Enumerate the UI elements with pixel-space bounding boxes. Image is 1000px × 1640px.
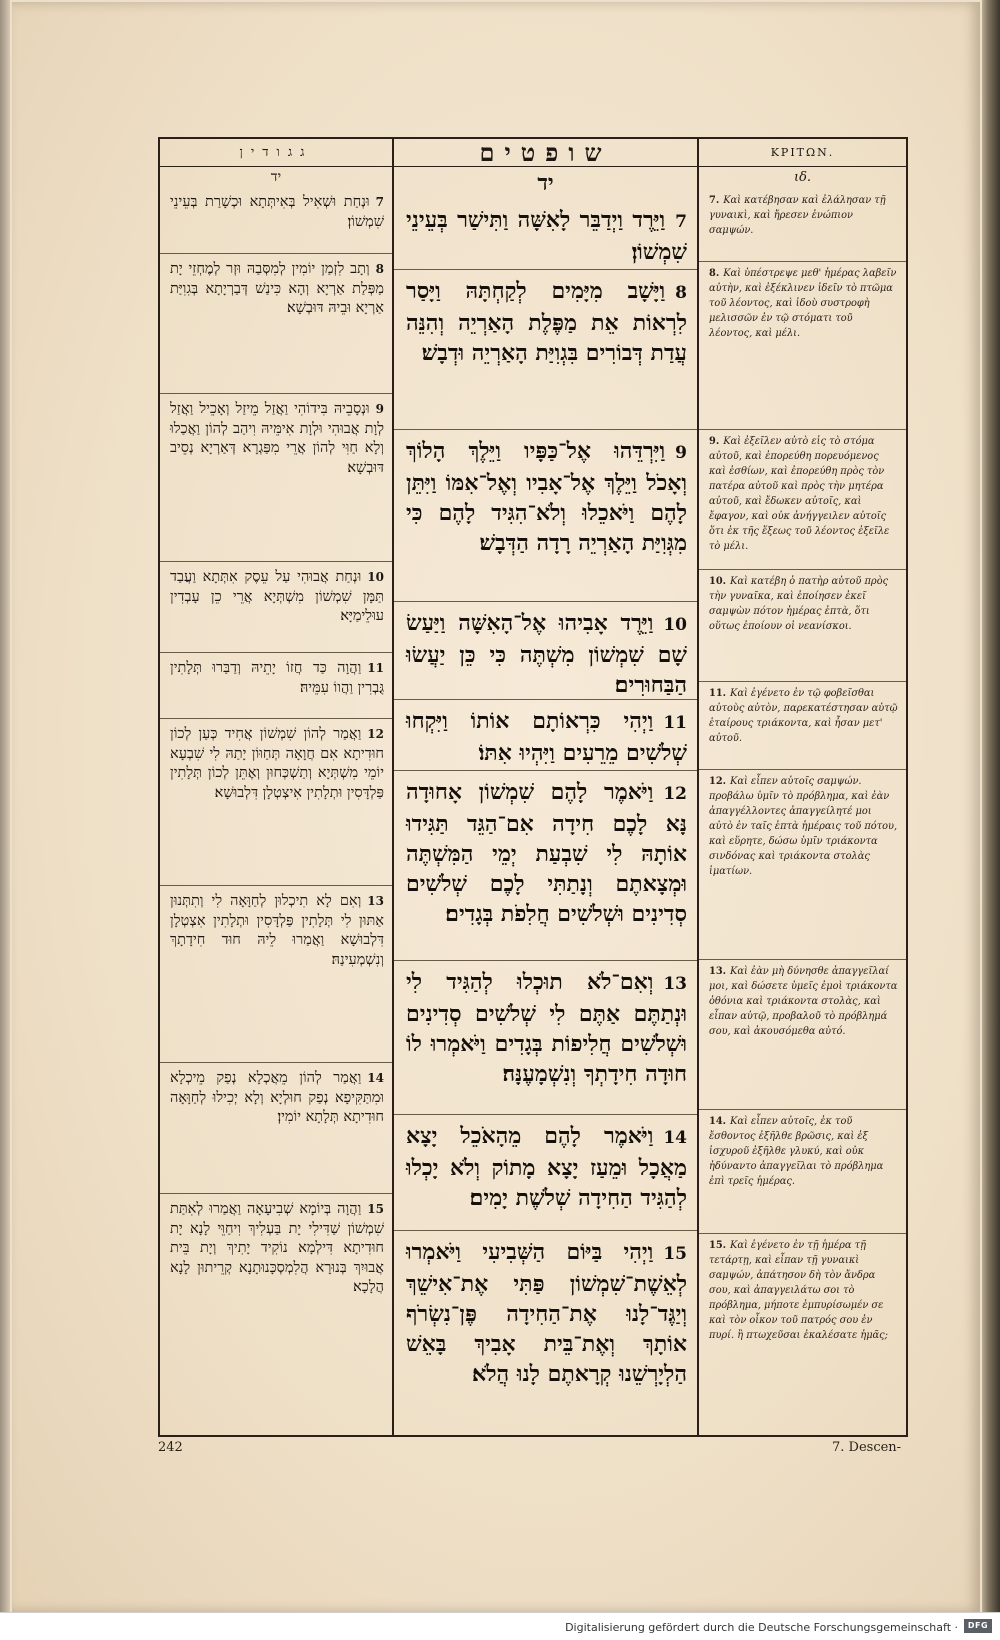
verse-number: 9. [709, 436, 720, 447]
book-page [12, 2, 980, 1612]
verse-number: 12 [367, 727, 384, 741]
verse-text: וּנְחַת וּשְׁאִיל בְּאִיתְּתָא וּכְשָׁרַת בְּעֵינֵי שִׁמְשׁוֹן׃ [170, 194, 384, 230]
verse-number: 10. [709, 576, 727, 587]
verse-text: וַהֲוָה כַּד חֲזוֹ יָתֵיהּ וְדַבַּרוּ תְּלָתִין גֻּבְרִין וַהֲווֹ עִמֵּיהּ׃ [170, 660, 384, 696]
verse-number: 13. [709, 966, 727, 977]
verse-text: וְאִם־לֹא תוּכְלוּ לְהַגִּיד לִי וּנְתַתֶּם אַתֶּם לִי שְׁלֹשִׁים סְדִינִים וּשְׁלֹשִׁים חֲלִיפוֹת בְּגָדִים וַיֹּאמְרוּ לוֹ חוּדָה חִידָתְךָ וְנִשְׁמָעֶנָּה׃ [406, 969, 687, 1087]
verse-number: 10 [367, 570, 384, 584]
targum-column-title: גגודין [239, 145, 313, 160]
targum-verse [160, 253, 392, 393]
verse-text: וַיְהִי כִּרְאוֹתָם אוֹתוֹ וַיִּקְחוּ שְׁלֹשִׁים מֵרֵעִים וַיִּהְיוּ אִתּוֹ׃ [406, 708, 687, 766]
verse-text: וְאִם לָא תִיכְלוּן לְחַוָּאָה לִי וְתִתְּנוּן אַתּוּן לִי תְּלָתִין פַּלְדָּסִין וּתְלָתִין אִצְטְלָן דִּלְבוּשָׁא וַאֲמַרוּ לֵיהּ חוּד חִידָתָךְ וְנִשְׁמְעִינַהּ׃ [170, 893, 384, 968]
hebrew-verse [394, 269, 697, 429]
greek-verse [699, 569, 906, 681]
verse-text: Καὶ ὑπέστρεψε μεθ' ἡμέρας λαβεῖν αὐτὴν, καὶ ἐξέκλινεν ἰδεῖν τὸ πτῶμα τοῦ λέοντος, καὶ ἰδοὺ συστροφὴ μελισσῶν ἐν τῷ στόματι τοῦ λέοντος, καὶ μέλι. [709, 268, 897, 339]
hebrew-chapter-number: יד [537, 170, 554, 196]
targum-chapter-number: יד [270, 169, 282, 185]
verse-number: 11 [367, 661, 384, 675]
verse-text: Καὶ ἐξεῖλεν αὐτὸ εἰς τὸ στόμα αὐτοῦ, καὶ ἐπορεύθη πορευόμενος καὶ ἐσθίων, καὶ ἐπορεύθη πρὸς τὸν πατέρα αὐτοῦ καὶ πρὸς τὴν μητέρα αὐτοῦ, καὶ ἔδωκεν αὐτοῖς, καὶ ἔφαγον, καὶ οὐκ ἀνήγγειλεν αὐτοῖς ὅτι ἐκ τῆς ἕξεως τοῦ λέοντος ἐξεῖλε τὸ μέλι. [709, 436, 890, 552]
targum-verse [160, 393, 392, 561]
verse-text: וַהֲוָה בְּיוֹמָא שְׁבִיעָאָה וַאֲמַרוּ לְאִתַּת שִׁמְשׁוֹן שַׁדִּילִי יָת בַּעְלִיךְ וִיחַוֵּי לָנָא יָת חוּדִיתָא דִּילְמָא נוֹקִיד יָתִיךְ וְיָת בֵּית אֲבוּיִךְ בְּנוּרָא הֲלִמְסְכָּנוּתָנָא קְרֵיתוּן לָנָא הֲלָכָא׃ [170, 1201, 384, 1295]
verse-text: Καὶ ἐγένετο ἐν τῇ ἡμέρα τῇ τετάρτῃ, καὶ εἶπαν τῇ γυναικὶ σαμψών, ἀπάτησον δὴ τὸν ἄνδρα σου, καὶ ἀπαγγειλάτω σοι τὸ πρόβλημα, μήποτε ἐμπυρίσωμέν σε καὶ τὸν οἶκον τοῦ πατρός σου ἐν πυρί. ἢ πτωχεῦσαι ἐκαλέσατε ἡμᾶς; [709, 1240, 888, 1341]
hebrew-verse [394, 601, 697, 699]
greek-verse [699, 1109, 906, 1233]
verse-number: 8. [709, 268, 720, 279]
greek-verse [699, 261, 906, 429]
hebrew-verse [394, 770, 697, 960]
verse-number: 11. [709, 688, 727, 699]
targum-column [160, 139, 392, 1435]
verse-number: 11 [663, 713, 687, 733]
hebrew-column [394, 139, 697, 1435]
targum-verse [160, 1193, 392, 1370]
verse-text: וַיֵּרֶד וַיְדַבֵּר לָאִשָּׁה וַתִּישַׁר בְּעֵינֵי שִׁמְשׁוֹן׃ [406, 207, 687, 265]
verse-number: 7. [709, 195, 720, 206]
verse-text: Καὶ εἶπεν αὐτοῖς, ἐκ τοῦ ἔσθοντος ἐξῆλθε βρῶσις, καὶ ἐξ ἰσχυροῦ ἐξῆλθε γλυκύ, καὶ οὐκ ἠδύναντο ἀπαγγεῖλαι τὸ πρόβλημα ἐπὶ τρεῖς ἡμέρας. [709, 1116, 884, 1187]
hebrew-verse [394, 429, 697, 601]
greek-chapter-number: ιδ. [793, 170, 812, 185]
hebrew-verse [394, 960, 697, 1114]
greek-verse [699, 769, 906, 959]
greek-verses [699, 189, 906, 1413]
targum-verse [160, 718, 392, 885]
verse-number: 15. [709, 1240, 727, 1251]
verse-text: Καὶ κατέβη ὁ πατὴρ αὐτοῦ πρὸς τὴν γυναῖκα, καὶ ἐποίησεν ἐκεῖ σαμψὼν πότον ἡμέρας ἑπτὰ, ὅτι οὕτως ἐποίουν οἱ νεανίσκοι. [709, 576, 889, 632]
targum-verse [160, 561, 392, 652]
verse-text: וַיֹּאמֶר לָהֶם שִׁמְשׁוֹן אָחוּדָה נָּא לָכֶם חִידָה אִם־הַגֵּד תַּגִּידוּ אוֹתָהּ לִי שִׁבְעַת יְמֵי הַמִּשְׁתֶּה וּמְצָאתֶם וְנָתַתִּי לָכֶם שְׁלֹשִׁים סְדִינִים וּשְׁלֹשִׁים חֲלִפֹת בְּגָדִים׃ [406, 779, 687, 927]
verse-number: 9 [675, 443, 687, 463]
verse-number: 12 [663, 784, 687, 804]
greek-column [699, 139, 906, 1435]
verse-text: וְתָב לִזְמַן יוֹמִין לְמִסְּבַהּ וּזְר לְמֶחְזֵי יָת מַפְּלַת אַרְיָא וְהָא כִּינַשׁ דְּבַרְיָתָא בְּגִוִיַּת אַרְיָא וּבֵיהּ דּוּבְשָׁא׃ [170, 261, 384, 316]
verse-number: 14 [663, 1128, 687, 1148]
hebrew-column-title: שופטים [479, 139, 612, 167]
verse-text: וַאֲמַר לְהוֹן מֵאֲכְלָא נְפַק מֵיכְלָא וּמִתַּקִּיפָא נְפַק חוּלְיָא וְלָא יְכִילוּ לְחַוָּאָה חוּדִיתָא תְּלָתָא יוֹמִין׃ [170, 1070, 384, 1125]
hebrew-verse [394, 1230, 697, 1416]
hebrew-verse [394, 1114, 697, 1230]
greek-column-title: ΚΡΙΤΩΝ. [770, 146, 835, 159]
catchword: 7. Descen- [832, 1440, 902, 1455]
hebrew-verses [394, 199, 697, 1416]
verse-number: 7 [675, 212, 687, 232]
verse-number: 10 [663, 615, 687, 635]
targum-verse [160, 1062, 392, 1193]
verse-number: 8 [675, 283, 687, 303]
verse-number: 15 [663, 1244, 687, 1264]
targum-verse [160, 652, 392, 718]
digitization-footer [0, 1612, 1000, 1640]
hebrew-verse [394, 699, 697, 770]
page-stack-edge [982, 0, 1000, 1639]
verse-number: 14 [367, 1071, 384, 1085]
verse-text: וַיָּשָׁב מִיָּמִים לְקַחְתָּהּ וַיָּסַר לִרְאוֹת אֵת מַפֶּלֶת הָאַרְיֵה וְהִנֵּה עֲדַת דְּבוֹרִים בִּגְוִיַּת הָאַרְיֵה וּדְבָשׁ׃ [406, 278, 687, 366]
verse-number: 7 [375, 195, 384, 209]
targum-verses [160, 187, 392, 1370]
verse-number: 14. [709, 1116, 727, 1127]
greek-verse [699, 681, 906, 769]
greek-verse [699, 959, 906, 1109]
verse-text: וַיְהִי בַּיּוֹם הַשְּׁבִיעִי וַיֹּאמְרוּ לְאֵשֶׁת־שִׁמְשׁוֹן פַּתִּי אֶת־אִישֵׁךְ וְיַגֶּד־לָנוּ אֶת־הַחִידָה פֶּן־נִשְׂרֹף אוֹתָךְ וְאֶת־בֵּית אָבִיךְ בָּאֵשׁ הַלְיָרְשֵׁנוּ קְרָאתֶם לָנוּ הֲלֹא׃ [406, 1239, 687, 1387]
targum-verse [160, 885, 392, 1062]
verse-number: 9 [375, 402, 384, 416]
funding-credit: Digitalisierung gefördert durch die Deutsche Forschungsgemeinschaft · [565, 1621, 958, 1634]
targum-verse [160, 187, 392, 253]
verse-number: 13 [663, 974, 687, 994]
verse-number: 13 [367, 894, 384, 908]
greek-verse [699, 1233, 906, 1413]
verse-text: וַאֲמַר לְהוֹן שִׁמְשׁוֹן אֲחִיד כְּעַן לְכוֹן חוּדִיתָא אִם חֲוָאָה תְּחַוּוֹן יָתַהּ לִי שִׁבְעָא יוֹמֵי מִשְׁתְּיָא וְתַשְׁכְּחוּן וְאֶתֵּן לְכוֹן תְּלָתִין פַּלְדָּסִין וּתְלָתִין אִיצְטְלָן דִּלְבוּשָׁא׃ [170, 726, 384, 801]
verse-text: וַיֵּרֶד אָבִיהוּ אֶל־הָאִשָּׁה וַיַּעַשׂ שָׁם שִׁמְשׁוֹן מִשְׁתֶּה כִּי כֵּן יַעֲשׂוּ הַבַּחוּרִים׃ [406, 610, 687, 698]
verse-number: 12. [709, 776, 727, 787]
verse-text: Καὶ ἐὰν μὴ δύνησθε ἀπαγγεῖλαί μοι, καὶ δώσετε ὑμεῖς ἐμοὶ τριάκοντα ὀθόνια καὶ τριάκοντα στολὰς, καὶ εἶπαν αὐτῷ, προβαλοῦ τὸ πρόβλημά σου, καὶ ἀκουσόμεθα αὐτό. [709, 966, 898, 1037]
verse-number: 8 [375, 262, 384, 276]
column-frame [158, 137, 908, 1437]
verse-text: Καὶ εἶπεν αὐτοῖς σαμψών. προβάλω ὑμῖν τὸ πρόβλημα, καὶ ἐὰν ἀπαγγέλλοντες ἀπαγγείλητέ μοι αὐτὸ ἐν ταῖς ἑπτὰ ἡμέραις τοῦ πότου, καὶ εὕρητε, δώσω ὑμῖν τριάκοντα σινδόνας καὶ τριάκοντα στολὰς ἱματίων. [709, 776, 898, 877]
verse-text: Καὶ κατέβησαν καὶ ἐλάλησαν τῇ γυναικὶ, καὶ ἤρεσεν ἐνώπιον σαμψών. [709, 195, 886, 236]
verse-text: וּנְסָבֵיהּ בִּידוֹהִי וַאֲזַל מֵיזַל וְאָכֵיל וַאֲזַל לְוָת אֲבוּהִי וּלְוָת אִימֵּיהּ וִיהַב לְהוֹן וַאֲכַלוּ וְלָא חַוִּי לְהוֹן אֲרֵי מִפַּגְרָא דְּאַרְיָא נְסֵיב דּוּבְשָׁא׃ [170, 401, 384, 476]
dfg-logo: DFG [964, 1619, 992, 1633]
greek-verse [699, 189, 906, 261]
verse-text: Καὶ ἐγένετο ἐν τῷ φοβεῖσθαι αὐτοὺς αὐτὸν, παρεκατέστησαν αὐτῷ ἑταίρους τριάκοντα, καὶ ἦσαν μετ' αὐτοῦ. [709, 688, 898, 744]
verse-text: וַיֹּאמֶר לָהֶם מֵהָאֹכֵל יָצָא מַאֲכָל וּמֵעַז יָצָא מָתוֹק וְלֹא יָכְלוּ לְהַגִּיד הַחִידָה שְׁלֹשֶׁת יָמִים׃ [406, 1123, 687, 1211]
verse-text: וַיִּרְדֵּהוּ אֶל־כַּפָּיו וַיֵּלֶךְ הָלוֹךְ וְאָכֹל וַיֵּלֶךְ אֶל־אָבִיו וְאֶל־אִמּוֹ וַיִּתֵּן לָהֶם וַיֹּאכֵלוּ וְלֹא־הִגִּיד לָהֶם כִּי מִגְּוִיַּת הָאַרְיֵה רָדָה הַדְּבָשׁ׃ [406, 438, 687, 556]
book-spine-edge [0, 0, 10, 1639]
page-number: 242 [158, 1440, 183, 1455]
verse-number: 15 [367, 1202, 384, 1216]
verse-text: וּנְחַת אֲבוּהִי עַל עֵסֶק אִתְּתָא וַעֲבַד תַּמָּן שִׁמְשׁוֹן מִשְׁתְּיָא אֲרֵי כֵן עָבְדִין עוּלֵימַיָּא׃ [170, 569, 384, 624]
hebrew-verse [394, 199, 697, 269]
greek-verse [699, 429, 906, 569]
